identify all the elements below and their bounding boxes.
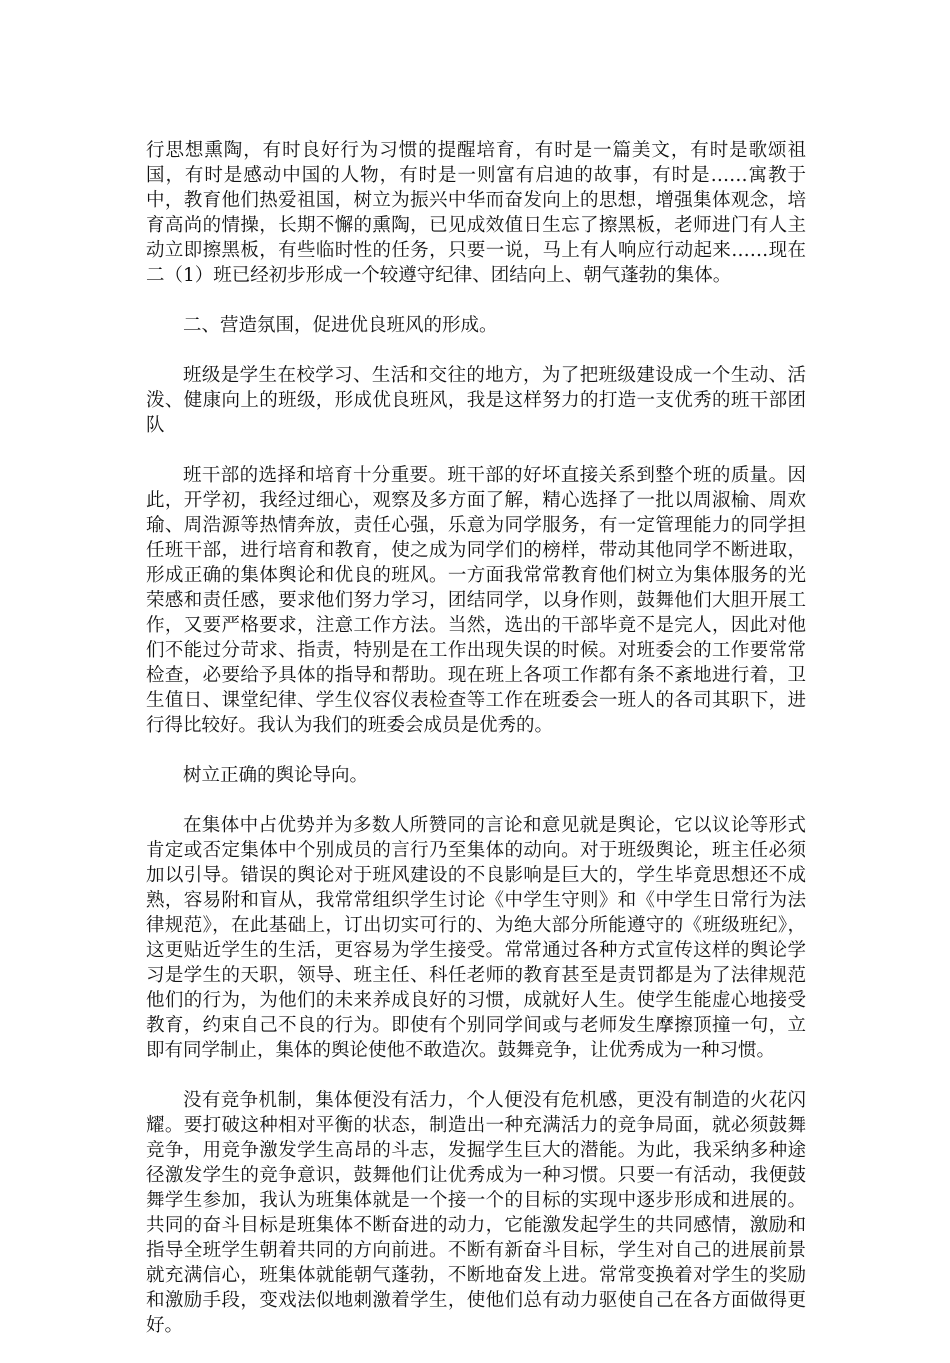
paragraph-competition: 没有竞争机制，集体便没有活力，个人便没有危机感，更没有制造的火花闪耀。要打破这种相对平衡的状态，制造出一种充满活力的竞争局面，就必须鼓舞竞争，用竞争激发学生高昂的斗志，发掘学生巨大的潜能。为此，我采纳多种途径激发学生的竞争意识，鼓舞他们让优秀成为一种习惯。只要一有活动，我便鼓舞学生参加，我认为班集体就是一个接一个的目标的实现中逐步形成和进展的。共同的奋斗目标是班集体不断奋进的动力，它能激发起学生的共同感情，激励和指导全班学生朝着共同的方向前进。不断有新奋斗目标，学生对自己的进展前景就充满信心，班集体就能朝气蓬勃，不断地奋发上进。常常变换着对学生的奖励和激励手段，变戏法似地刺激着学生，使他们总有动力驱使自己在各方面做得更好。 <box>146 1090 806 1336</box>
paragraph-class-cadres: 班干部的选择和培育十分重要。班干部的好坏直接关系到整个班的质量。因此，开学初，我经过细心，观察及多方面了解，精心选择了一批以周淑榆、周欢瑜、周浩源等热情奔放，责任心强，乐意为同学服务，有一定管理能力的同学担任班干部，进行培育和教育，使之成为同学们的榜样，带动其他同学不断进取，形成正确的集体舆论和优良的班风。一方面我常常教育他们树立为集体服务的光荣感和责任感，要求他们努力学习，团结同学，以身作则，鼓舞他们大胆开展工作，又要严格要求，注意工作方法。当然，选出的干部毕竟不是完人，因此对他们不能过分苛求、指责，特别是在工作出现失误的时候。对班委会的工作要常常检查，必要给予具体的指导和帮助。现在班上各项工作都有条不紊地进行着，卫生值日、课堂纪律、学生仪容仪表检查等工作在班委会一班人的各司其职下，进行得比较好。我认为我们的班委会成员是优秀的。 <box>146 465 806 736</box>
paragraph-public-opinion: 在集体中占优势并为多数人所赞同的言论和意见就是舆论，它以议论等形式肯定或否定集体中个别成员的言行乃至集体的动向。对于班级舆论，班主任必须加以引导。错误的舆论对于班风建设的不良影响是巨大的，学生毕竟思想还不成熟，容易附和盲从，我常常组织学生讨论《中学生守则》和《中学生日常行为法律规范》，在此基础上，订出切实可行的、为绝大部分所能遵守的《班级班纪》，这更贴近学生的生活，更容易为学生接受。常常通过各种方式宣传这样的舆论学习是学生的天职，领导、班主任、科任老师的教育甚至是责罚都是为了法律规范他们的行为，为他们的未来养成良好的习惯，成就好人生。使学生能虚心地接受教育，约束自己不良的行为。即使有个别同学间或与老师发生摩擦顶撞一句，立即有同学制止，集体的舆论使他不敢造次。鼓舞竞争，让优秀成为一种习惯。 <box>146 815 806 1061</box>
section-heading-2: 二、营造氛围，促进优良班风的形成。 <box>183 315 498 336</box>
paragraph-class-overview: 班级是学生在校学习、生活和交往的地方，为了把班级建设成一个生动、活泼、健康向上的班级，形成优良班风，我是这样努力的打造一支优秀的班干部团队 <box>146 365 806 436</box>
subheading-public-opinion: 树立正确的舆论导向。 <box>183 765 369 786</box>
paragraph-continuation: 行思想熏陶，有时良好行为习惯的提醒培育，有时是一篇美文，有时是歌颂祖国，有时是感动中国的人物，有时是一则富有启迪的故事，有时是……寓教于中，教育他们热爱祖国，树立为振兴中华而奋发向上的思想，增强集体观念，培育高尚的情操，长期不懈的熏陶，已见成效值日生忘了擦黑板，老师进门有人主动立即擦黑板，有些临时性的任务，只要一说，马上有人响应行动起来……现在二（1）班已经初步形成一个较遵守纪律、团结向上、朝气蓬勃的集体。 <box>146 140 806 286</box>
document-page <box>146 138 806 1363</box>
